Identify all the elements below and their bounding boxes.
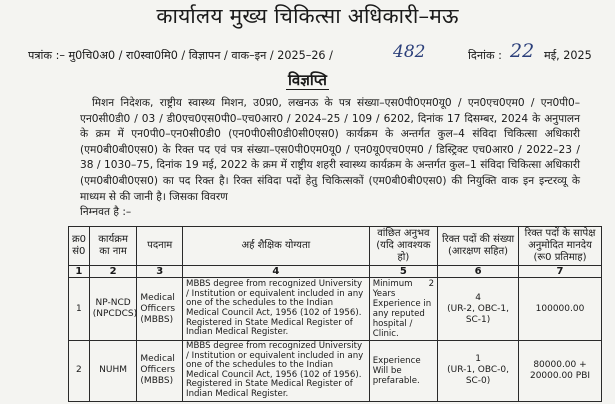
vacancy-count: 1 xyxy=(475,354,481,365)
column-number: 4 xyxy=(183,266,370,278)
table-header-row xyxy=(69,227,602,266)
notice-body xyxy=(80,96,580,221)
column-number-row xyxy=(69,266,602,278)
column-number: 2 xyxy=(89,266,137,278)
experience-years-number: 2 xyxy=(428,279,435,289)
header-qualification: अर्ह शैक्षिक योग्यता xyxy=(183,227,370,266)
header-post: पदनाम xyxy=(137,227,183,266)
reference-handwritten-number: 482 xyxy=(393,42,426,62)
header-honorarium: रिक्त पदों के सापेक्ष अनुमोदित मानदेय (रू0 प्रतिमाह) xyxy=(519,227,602,266)
cell-post: Medical Officers (MBBS) xyxy=(137,341,183,402)
cell-vacancies xyxy=(438,341,519,402)
cell-post: Medical Officers (MBBS) xyxy=(137,278,183,341)
cell-honorarium: 100000.00 xyxy=(519,278,602,341)
cell-experience xyxy=(369,278,437,341)
experience-detail: Years Experience in any reputed hospital / Clinic. xyxy=(372,289,432,339)
notice-heading-text: विज्ञप्ति xyxy=(288,71,327,89)
cell-program: NUHM xyxy=(89,341,137,402)
table-row xyxy=(69,341,602,402)
vacancy-breakdown: (UR-2, OBC-1, SC-1) xyxy=(447,303,510,325)
column-number: 1 xyxy=(69,266,90,278)
header-sno: क्र0 सं0 xyxy=(69,227,90,266)
date-label: दिनांक : xyxy=(468,49,502,62)
header-program: कार्यक्रम का नाम xyxy=(89,227,137,266)
header-vacancies: रिक्त पदों की संख्या (आरक्षण सहित) xyxy=(438,227,519,266)
column-number: 6 xyxy=(438,266,519,278)
cell-qualification: MBBS degree from recognized University / Institution or equivalent included in any one of the schedules to the Indian Medical Council Act, 1956 (102 of 1956). Registered in State Medical Register of Indian Medical Register. xyxy=(183,278,370,341)
notice-paragraph: मिशन निदेशक, राष्ट्रीय स्वास्थ्य मिशन, उ0प्र0, लखनऊ के पत्र संख्या–एस0पी0एम0यू0 / एन0एच0एम0 / एन0पी0–एन0सी0डी0 / 03 / डी0एच0एस0पी0–एच0आर0 / 2024–25 / 109 / 6202, दिनांक 17 दिसम्बर, 2024 के अनुपालन के क्रम में एन0पी0–एन0सी0डी0 (एन0पी0सी0डी0सी0एस0) कार्यक्रम के अन्तर्गत कुल–4 संविदा चिकित्सा अधिकारी (एम0बी0बी0एस0) के रिक्त पद एवं पत्र संख्या–एस0पी0एम0यू0 / एन0यू0एच0एम0 / डिस्ट्रिक्ट एच0आर0 / 2022–23 / 38 / 1030–75, दिनांक 19 मई, 2022 के क्रम में राष्ट्रीय शहरी स्वास्थ्य कार्यक्रम के अन्तर्गत कुल–1 संविदा चिकित्सा अधिकारी (एम0बी0बी0एस0) का पद रिक्त है। रिक्त संविदा पदों हेतु चिकित्सकों (एम0बी0बी0एस0) की नियुक्ति वाक इन इन्टरव्यू के माध्यम से की जानी है। जिसका विवरण xyxy=(80,97,580,203)
office-title: कार्यालय मुख्य चिकित्सा अधिकारी–मऊ xyxy=(156,4,459,28)
column-number: 7 xyxy=(519,266,602,278)
vacancy-breakdown: (UR-1, OBC-0, SC-0) xyxy=(447,365,510,387)
notice-paragraph-end: निम्नवत है :– xyxy=(80,206,132,219)
experience-first-line xyxy=(373,279,434,289)
notice-heading xyxy=(0,70,615,90)
reference-line xyxy=(28,40,600,66)
reference-number: पत्रांक :– मु0चि0अ0 / रा0स्वा0मि0 / विज्ञापन / वाक–इन / 2025–26 / xyxy=(28,49,333,62)
cell-vacancies xyxy=(438,278,519,341)
cell-experience: Experience Will be prefarable. xyxy=(369,341,437,402)
experience-minimum: Minimum xyxy=(372,279,413,289)
cell-program: NP-NCD (NPCDCS) xyxy=(89,278,137,341)
vacancy-table xyxy=(68,226,602,402)
date-handwritten-day: 22 xyxy=(510,40,535,62)
cell-sno: 1 xyxy=(69,278,90,341)
header-experience: वांछित अनुभव (यदि आवश्यक हो) xyxy=(369,227,437,266)
table-row xyxy=(69,278,602,341)
date-month-year: मई, 2025 xyxy=(544,49,592,62)
column-number: 5 xyxy=(369,266,437,278)
vacancy-count: 4 xyxy=(475,292,481,303)
cell-qualification: MBBS degree from recognized University / Institution or equivalent included in any one of the schedules to the Indian Medical Council Act, 1956 (102 of 1956). Registered in State Medical Register of Indian Medical Register. xyxy=(183,341,370,402)
column-number: 3 xyxy=(137,266,183,278)
cell-sno: 2 xyxy=(69,341,90,402)
cell-honorarium: 80000.00 + 20000.00 PBI xyxy=(519,341,602,402)
